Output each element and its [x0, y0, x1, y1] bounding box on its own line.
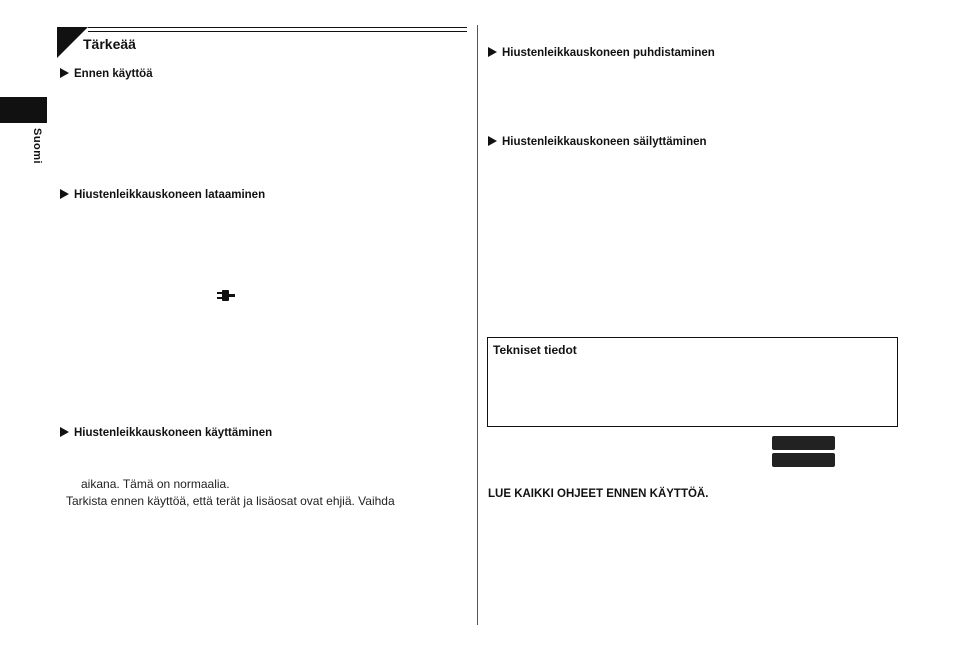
body-text-line-2: Tarkista ennen käyttöä, että terät ja lisäosat ovat ehjiä. Vaihda	[66, 494, 395, 508]
read-instructions-notice: LUE KAIKKI OHJEET ENNEN KÄYTTÖÄ.	[488, 488, 709, 500]
section-heading-using: Hiustenleikkauskoneen käyttäminen	[60, 427, 272, 439]
spec-box	[487, 337, 898, 427]
section-heading-storage: Hiustenleikkauskoneen säilyttäminen	[488, 136, 707, 148]
page-title: Tärkeää	[83, 36, 136, 52]
language-label: Suomi	[31, 128, 43, 165]
title-rule-bottom	[88, 31, 467, 32]
section-heading-before-use: Ennen käyttöä	[60, 68, 153, 80]
section-heading-cleaning: Hiustenleikkauskoneen puhdistaminen	[488, 47, 715, 59]
bullet-triangle-icon	[60, 189, 69, 199]
title-rule-top	[88, 27, 467, 28]
bullet-triangle-icon	[488, 47, 497, 57]
label-bar-2	[772, 453, 835, 467]
column-divider	[477, 25, 478, 625]
bullet-triangle-icon	[60, 427, 69, 437]
body-text-line-1: aikana. Tämä on normaalia.	[81, 477, 230, 491]
bullet-triangle-icon	[488, 136, 497, 146]
section-heading-charging: Hiustenleikkauskoneen lataaminen	[60, 189, 265, 201]
language-tab	[0, 97, 47, 123]
plug-icon	[217, 289, 235, 303]
bullet-triangle-icon	[60, 68, 69, 78]
spec-box-title: Tekniset tiedot	[493, 343, 577, 357]
label-bar-1	[772, 436, 835, 450]
